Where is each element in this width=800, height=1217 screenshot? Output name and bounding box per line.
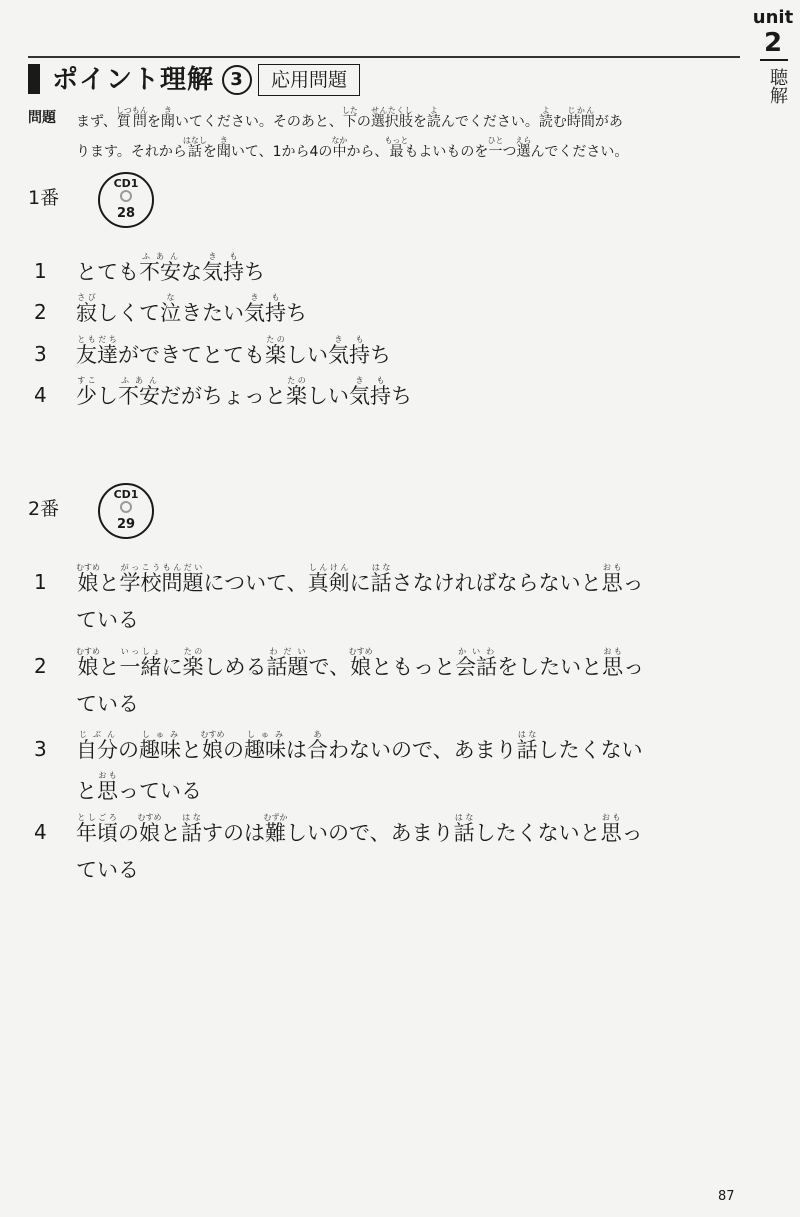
text-segment: したくないと xyxy=(474,821,601,845)
furigana-word xyxy=(139,252,181,284)
ruby-base: 一緒 xyxy=(119,655,162,679)
text-segment: ち xyxy=(370,343,391,367)
furigana-word xyxy=(97,771,118,803)
text-segment: は xyxy=(286,738,307,762)
ruby-base: 下 xyxy=(341,114,358,130)
ruby-reading: ふあん xyxy=(118,376,160,385)
text-segment: について、 xyxy=(203,571,308,595)
furigana-word xyxy=(160,106,175,130)
ruby-base: 楽 xyxy=(265,343,286,367)
furigana-word xyxy=(370,563,392,595)
ruby-base: 気持 xyxy=(244,301,286,325)
ruby-base: 質問 xyxy=(115,114,148,130)
furigana-word xyxy=(566,106,595,130)
furigana-word xyxy=(487,136,504,160)
q2-option-1-number: 1 xyxy=(34,570,47,594)
cd-track-number: 28 xyxy=(116,206,136,221)
furigana-word xyxy=(118,376,160,408)
ruby-reading: な xyxy=(160,293,181,302)
ruby-base: 最 xyxy=(384,144,409,160)
q1-option-1-text xyxy=(76,252,746,287)
ruby-reading: えら xyxy=(515,136,532,145)
ruby-base: 時間 xyxy=(566,114,595,130)
text-segment: しい xyxy=(307,384,349,408)
ruby-base: 楽 xyxy=(182,655,204,679)
text-segment: と xyxy=(98,571,120,595)
ruby-reading: はなし xyxy=(182,136,207,145)
furigana-word xyxy=(602,647,624,679)
furigana-word xyxy=(331,136,348,160)
ruby-base: 趣味 xyxy=(244,738,286,762)
text-segment: さなければならないと xyxy=(391,571,602,595)
furigana-word xyxy=(286,376,307,408)
cd-badge-1 xyxy=(98,172,154,228)
ruby-base: 自分 xyxy=(76,738,118,762)
ruby-base: 少 xyxy=(76,384,97,408)
text-segment: きたい xyxy=(181,301,244,325)
ruby-reading: き xyxy=(216,136,231,145)
ruby-base: 選 xyxy=(515,144,532,160)
ruby-base: 会話 xyxy=(455,655,498,679)
text-segment: とても xyxy=(76,260,139,284)
ruby-reading: はな xyxy=(370,563,392,572)
text-segment: っ xyxy=(622,571,644,595)
ruby-reading: きも xyxy=(244,293,286,302)
text-segment: いて、1から4の xyxy=(230,144,333,160)
ruby-base: 娘 xyxy=(76,655,100,679)
q2-option-4-text-line-2 xyxy=(76,855,746,885)
text-segment: の xyxy=(118,738,139,762)
ruby-reading: ふあん xyxy=(139,252,181,261)
ruby-reading: たの xyxy=(265,335,286,344)
ruby-reading: はな xyxy=(181,813,202,822)
text-segment: んでください。 xyxy=(530,144,629,160)
ruby-base: 選択肢 xyxy=(370,114,413,130)
text-segment: と xyxy=(76,779,97,803)
furigana-word xyxy=(244,730,286,762)
furigana-word xyxy=(370,106,413,130)
unit-rule xyxy=(760,59,788,61)
text-segment: もよいものを xyxy=(404,144,489,160)
title-accent-bar xyxy=(28,64,40,94)
text-segment: ている xyxy=(76,608,139,632)
ruby-reading: しゅみ xyxy=(244,730,286,739)
text-segment: む xyxy=(552,114,567,130)
page-number: 87 xyxy=(718,1189,735,1204)
header-rule xyxy=(28,56,740,58)
ruby-reading: かいわ xyxy=(455,647,498,656)
text-segment: があ xyxy=(594,114,623,130)
ruby-base: 真剣 xyxy=(307,571,350,595)
furigana-word xyxy=(76,335,118,367)
unit-label: unit xyxy=(752,7,794,28)
ruby-reading: としごろ xyxy=(76,813,118,822)
text-segment: わないので、あまり xyxy=(328,738,517,762)
ruby-base: 楽 xyxy=(286,384,307,408)
q2-option-2-text-line-2 xyxy=(76,689,746,719)
text-segment: したくない xyxy=(537,738,643,762)
furigana-word xyxy=(307,563,350,595)
ruby-reading: たの xyxy=(286,376,307,385)
ruby-base: 話題 xyxy=(266,655,309,679)
ruby-reading: しゅみ xyxy=(139,730,181,739)
subtitle-box: 応用問題 xyxy=(258,64,360,96)
text-segment: し xyxy=(97,384,118,408)
text-segment: ともっと xyxy=(371,655,456,679)
cd-track-number: 29 xyxy=(116,517,136,532)
q2-option-1-text-line-1 xyxy=(76,563,746,598)
q1-option-4-text xyxy=(76,376,746,411)
ruby-base: 娘 xyxy=(200,738,225,762)
ruby-base: 娘 xyxy=(137,821,162,845)
title-number-badge: 3 xyxy=(222,65,252,95)
ruby-reading: した xyxy=(341,106,358,115)
ruby-reading: さび xyxy=(76,293,97,302)
furigana-word xyxy=(244,293,286,325)
furigana-word xyxy=(76,376,97,408)
text-segment: をしたいと xyxy=(497,655,603,679)
ruby-reading: きも xyxy=(349,376,391,385)
ruby-reading: たの xyxy=(182,647,204,656)
ruby-reading: なか xyxy=(331,136,348,145)
text-segment: で、 xyxy=(308,655,351,679)
ruby-base: 友達 xyxy=(76,343,118,367)
ruby-base: 読 xyxy=(426,114,441,130)
furigana-word xyxy=(328,335,370,367)
ruby-base: 思 xyxy=(97,779,118,803)
text-segment: の xyxy=(356,114,371,130)
ruby-reading: むすめ xyxy=(200,730,225,739)
ruby-reading: きも xyxy=(328,335,370,344)
instructions-line-1 xyxy=(76,106,756,134)
q1-option-2-text xyxy=(76,293,746,328)
ruby-reading: あ xyxy=(307,730,328,739)
ruby-base: 泣 xyxy=(160,301,181,325)
ruby-reading: き xyxy=(160,106,175,115)
page-title-text: ポイント理解 xyxy=(52,65,215,95)
ruby-reading: しんけん xyxy=(307,563,350,572)
furigana-word xyxy=(384,136,409,160)
text-segment: しくて xyxy=(97,301,160,325)
furigana-word xyxy=(515,136,532,160)
text-segment: しい xyxy=(286,343,328,367)
text-segment: な xyxy=(181,260,202,284)
ruby-base: 一 xyxy=(487,144,504,160)
ruby-base: 年頃 xyxy=(76,821,118,845)
furigana-word xyxy=(115,106,148,130)
furigana-word xyxy=(601,563,623,595)
furigana-word xyxy=(455,647,498,679)
text-segment: ち xyxy=(286,301,307,325)
unit-number: 2 xyxy=(763,28,783,58)
text-segment: の xyxy=(118,821,139,845)
ruby-reading: はな xyxy=(453,813,475,822)
text-segment: と xyxy=(98,655,120,679)
furigana-word xyxy=(76,813,118,845)
text-segment: いてください。そのあと、 xyxy=(174,114,343,130)
text-segment: ができてとても xyxy=(118,343,265,367)
ruby-base: 話 xyxy=(181,821,202,845)
ruby-base: 聞 xyxy=(160,114,175,130)
text-segment: っ xyxy=(621,821,643,845)
ruby-reading: せんたくし xyxy=(370,106,413,115)
furigana-word xyxy=(119,563,204,595)
ruby-base: 娘 xyxy=(348,655,373,679)
ruby-base: 不安 xyxy=(139,260,181,284)
ruby-reading: しつもん xyxy=(115,106,148,115)
ruby-reading: ともだち xyxy=(76,335,118,344)
ruby-reading: おも xyxy=(97,771,118,780)
cd-label: CD1 xyxy=(113,177,139,190)
text-segment: ち xyxy=(244,260,265,284)
question-2-label: 2番 xyxy=(28,498,60,520)
text-segment: を xyxy=(146,114,161,130)
ruby-base: 思 xyxy=(602,655,624,679)
furigana-word xyxy=(76,647,100,679)
text-segment: すのは xyxy=(202,821,265,845)
text-segment: つ xyxy=(502,144,517,160)
furigana-word xyxy=(266,647,309,679)
text-segment: ります。それから xyxy=(76,144,187,160)
ruby-reading: むすめ xyxy=(137,813,162,822)
ruby-base: 気持 xyxy=(328,343,370,367)
ruby-reading: すこ xyxy=(76,376,97,385)
furigana-word xyxy=(516,730,538,762)
ruby-base: 不安 xyxy=(118,384,160,408)
section-label: 聴解 xyxy=(767,68,788,104)
ruby-base: 話 xyxy=(453,821,475,845)
ruby-base: 寂 xyxy=(76,301,97,325)
cd-badge-2 xyxy=(98,483,154,539)
q1-option-3-number: 3 xyxy=(34,342,47,366)
ruby-base: 中 xyxy=(331,144,348,160)
ruby-reading: ひと xyxy=(487,136,504,145)
ruby-reading: おも xyxy=(601,563,623,572)
text-segment: ち xyxy=(391,384,412,408)
q2-option-3-text-line-1 xyxy=(76,730,746,765)
q1-option-3-text xyxy=(76,335,746,370)
furigana-word xyxy=(265,335,286,367)
ruby-base: 合 xyxy=(307,738,328,762)
q2-option-1-text-line-2 xyxy=(76,605,746,635)
furigana-word xyxy=(307,730,328,762)
furigana-word xyxy=(181,813,202,845)
q2-option-2-number: 2 xyxy=(34,654,47,678)
furigana-word xyxy=(216,136,231,160)
text-segment: っている xyxy=(118,779,202,803)
ruby-base: 学校問題 xyxy=(119,571,204,595)
question-1-label: 1番 xyxy=(28,187,60,209)
furigana-word xyxy=(453,813,475,845)
ruby-reading: むすめ xyxy=(348,647,373,656)
q1-option-4-number: 4 xyxy=(34,383,47,407)
text-segment: しめる xyxy=(203,655,267,679)
furigana-word xyxy=(160,293,181,325)
furigana-word xyxy=(137,813,162,845)
ruby-base: 気持 xyxy=(202,260,244,284)
cd-disc-icon xyxy=(120,501,132,513)
ruby-base: 話 xyxy=(516,738,538,762)
ruby-reading: じぶん xyxy=(76,730,118,739)
ruby-base: 話 xyxy=(182,144,207,160)
q2-option-3-text-line-2 xyxy=(76,771,746,806)
ruby-reading: よ xyxy=(538,106,553,115)
ruby-reading: おも xyxy=(602,647,624,656)
ruby-base: 難 xyxy=(263,821,288,845)
ruby-reading: いっしょ xyxy=(119,647,162,656)
instructions-label: 問題 xyxy=(28,110,56,126)
ruby-reading: よ xyxy=(426,106,441,115)
ruby-base: 趣味 xyxy=(139,738,181,762)
ruby-reading: むずか xyxy=(263,813,288,822)
ruby-reading: むすめ xyxy=(76,647,100,656)
ruby-reading: むすめ xyxy=(76,563,100,572)
text-segment: に xyxy=(349,571,371,595)
text-segment: んでください。 xyxy=(440,114,539,130)
ruby-reading: はな xyxy=(516,730,538,739)
ruby-reading: おも xyxy=(600,813,622,822)
furigana-word xyxy=(139,730,181,762)
text-segment: ている xyxy=(76,692,139,716)
text-segment: に xyxy=(161,655,183,679)
ruby-base: 読 xyxy=(538,114,553,130)
instructions-line-2 xyxy=(76,136,756,164)
q2-option-4-number: 4 xyxy=(34,820,47,844)
ruby-base: 娘 xyxy=(76,571,100,595)
ruby-reading: がっこうもんだい xyxy=(119,563,204,572)
text-segment: と xyxy=(160,821,181,845)
ruby-reading: わだい xyxy=(266,647,309,656)
furigana-word xyxy=(76,730,118,762)
furigana-word xyxy=(263,813,288,845)
ruby-reading: もっと xyxy=(384,136,409,145)
ruby-base: 思 xyxy=(601,571,623,595)
page-title xyxy=(52,64,252,96)
text-segment: っ xyxy=(623,655,645,679)
text-segment: しいので、あまり xyxy=(286,821,454,845)
q1-option-1-number: 1 xyxy=(34,259,47,283)
ruby-base: 気持 xyxy=(349,384,391,408)
furigana-word xyxy=(426,106,441,130)
ruby-base: 聞 xyxy=(216,144,231,160)
furigana-word xyxy=(182,136,207,160)
furigana-word xyxy=(200,730,225,762)
furigana-word xyxy=(348,647,373,679)
cd-label: CD1 xyxy=(113,488,139,501)
cd-disc-icon xyxy=(120,190,132,202)
furigana-word xyxy=(349,376,391,408)
text-segment: を xyxy=(412,114,427,130)
q2-option-2-text-line-1 xyxy=(76,647,746,682)
text-segment: ている xyxy=(76,858,139,882)
q2-option-3-number: 3 xyxy=(34,737,47,761)
furigana-word xyxy=(202,252,244,284)
furigana-word xyxy=(119,647,162,679)
furigana-word xyxy=(182,647,204,679)
furigana-word xyxy=(600,813,622,845)
furigana-word xyxy=(76,293,97,325)
text-segment: を xyxy=(202,144,217,160)
furigana-word xyxy=(341,106,358,130)
text-segment: だがちょっと xyxy=(160,384,286,408)
ruby-base: 思 xyxy=(600,821,622,845)
text-segment: まず、 xyxy=(76,114,117,130)
text-segment: の xyxy=(223,738,244,762)
q1-option-2-number: 2 xyxy=(34,300,47,324)
text-segment: と xyxy=(181,738,202,762)
text-segment: から、 xyxy=(346,144,389,160)
ruby-base: 話 xyxy=(370,571,392,595)
furigana-word xyxy=(76,563,100,595)
ruby-reading: じかん xyxy=(566,106,595,115)
ruby-reading: きも xyxy=(202,252,244,261)
q2-option-4-text-line-1 xyxy=(76,813,746,848)
furigana-word xyxy=(538,106,553,130)
